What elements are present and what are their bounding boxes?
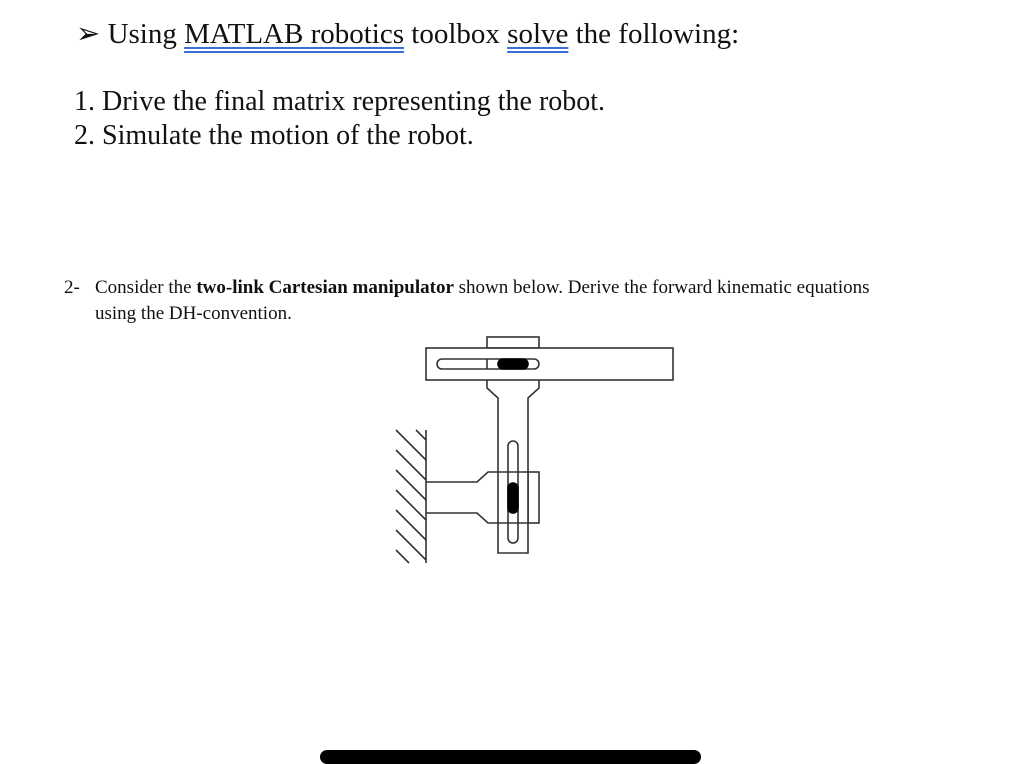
instruction-heading: ➢ Using MATLAB robotics toolbox solve the following: — [76, 18, 740, 50]
home-indicator[interactable] — [320, 750, 701, 764]
wall-hatch — [396, 430, 426, 563]
vertical-link — [487, 380, 539, 553]
problem-statement: 2- Consider the two-link Cartesian manipulator shown below. Derive the forward kinematic equations using the DH-convention. — [64, 277, 870, 324]
task-item: 2. Simulate the motion of the robot. — [74, 120, 474, 151]
spellcheck-underlined-text: MATLAB robotics — [184, 18, 405, 50]
horizontal-link — [426, 337, 673, 380]
arrow-bullet-icon: ➢ — [76, 18, 101, 50]
task-item: 1. Drive the final matrix representing the robot. — [74, 86, 606, 117]
spellcheck-underlined-text: solve — [507, 18, 569, 50]
